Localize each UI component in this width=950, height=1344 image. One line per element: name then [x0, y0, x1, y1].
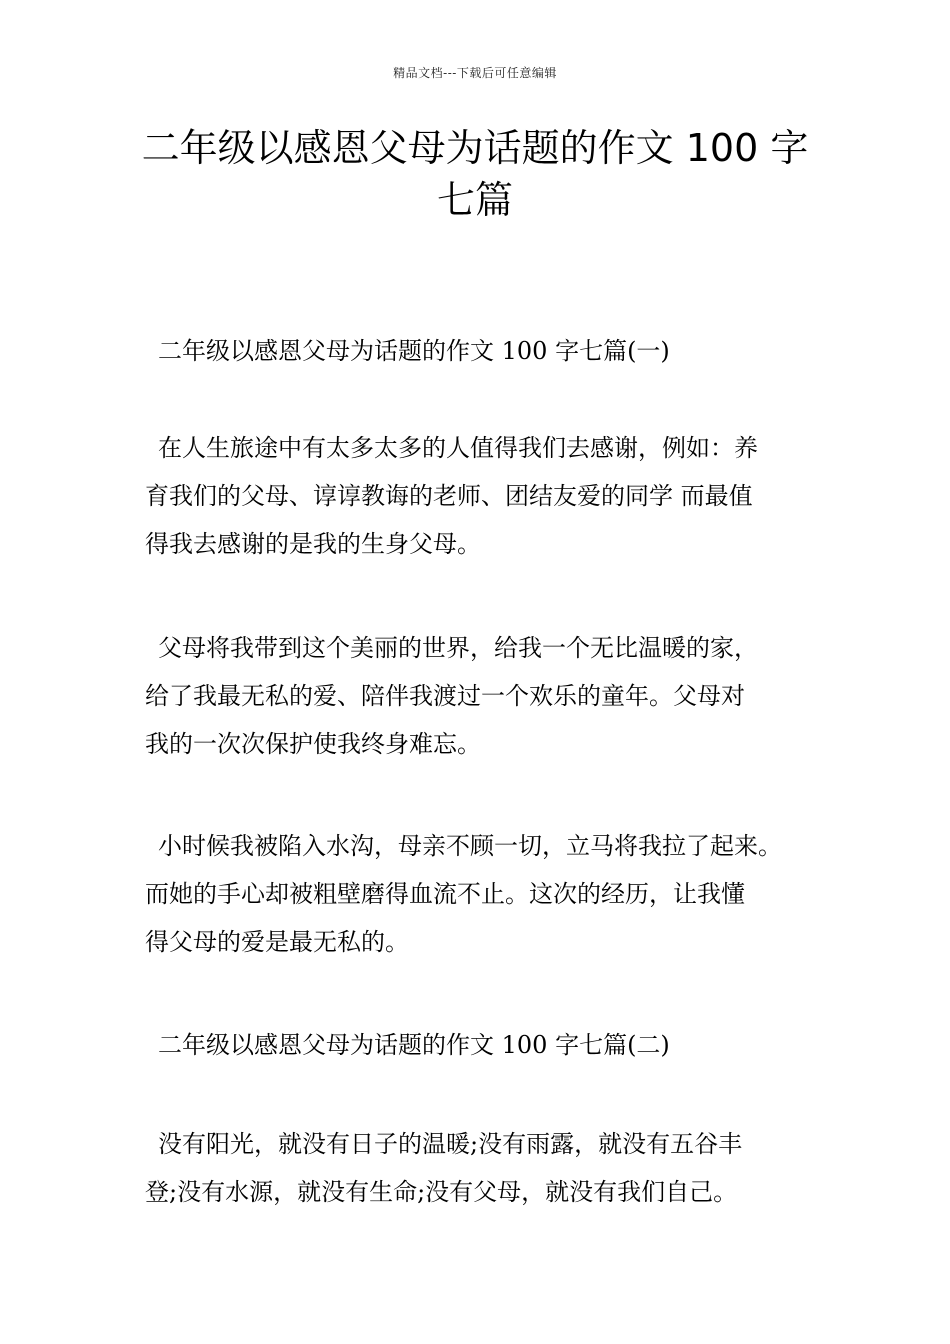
paragraph-line: 登;没有水源，就没有生命;没有父母，就没有我们自己。: [145, 1178, 738, 1206]
paragraph-1: [145, 424, 835, 568]
header-note: 精品文档---下载后可任意编辑: [393, 66, 557, 80]
paragraph-4: [145, 1120, 835, 1216]
title-line-2: 七篇: [436, 178, 513, 222]
paragraph-line: 没有阳光，就没有日子的温暖;没有雨露，就没有五谷丰: [158, 1130, 743, 1158]
paragraph-line: 父母将我带到这个美丽的世界，给我一个无比温暖的家，: [158, 634, 758, 662]
section-heading-text: 二年级以感恩父母为话题的作文 100 字七篇(一): [158, 337, 670, 365]
paragraph-line: 得我去感谢的是我的生身父母。: [145, 530, 481, 558]
paragraph-line: 小时候我被陷入水沟，母亲不顾一切，立马将我拉了起来。: [158, 832, 782, 860]
paragraph-line: 在人生旅途中有太多太多的人值得我们去感谢，例如：养: [158, 434, 758, 462]
paragraph-3: [145, 822, 835, 966]
section-2-heading: [145, 1021, 835, 1069]
paragraph-line: 而她的手心却被粗壁磨得血流不止。这次的经历，让我懂: [145, 880, 745, 908]
paragraph-line: 给了我最无私的爱、陪伴我渡过一个欢乐的童年。父母对: [145, 682, 745, 710]
section-heading-text: 二年级以感恩父母为话题的作文 100 字七篇(二): [158, 1031, 670, 1059]
paragraph-line: 得父母的爱是最无私的。: [145, 928, 409, 956]
paragraph-line: 我的一次次保护使我终身难忘。: [145, 730, 481, 758]
paragraph-2: [145, 624, 835, 768]
paragraph-line: 育我们的父母、谆谆教诲的老师、团结友爱的同学 而最值: [145, 482, 753, 510]
section-1-heading: [145, 327, 835, 375]
document-title: [0, 122, 950, 226]
title-line-1: 二年级以感恩父母为话题的作文 100 字: [141, 126, 809, 170]
